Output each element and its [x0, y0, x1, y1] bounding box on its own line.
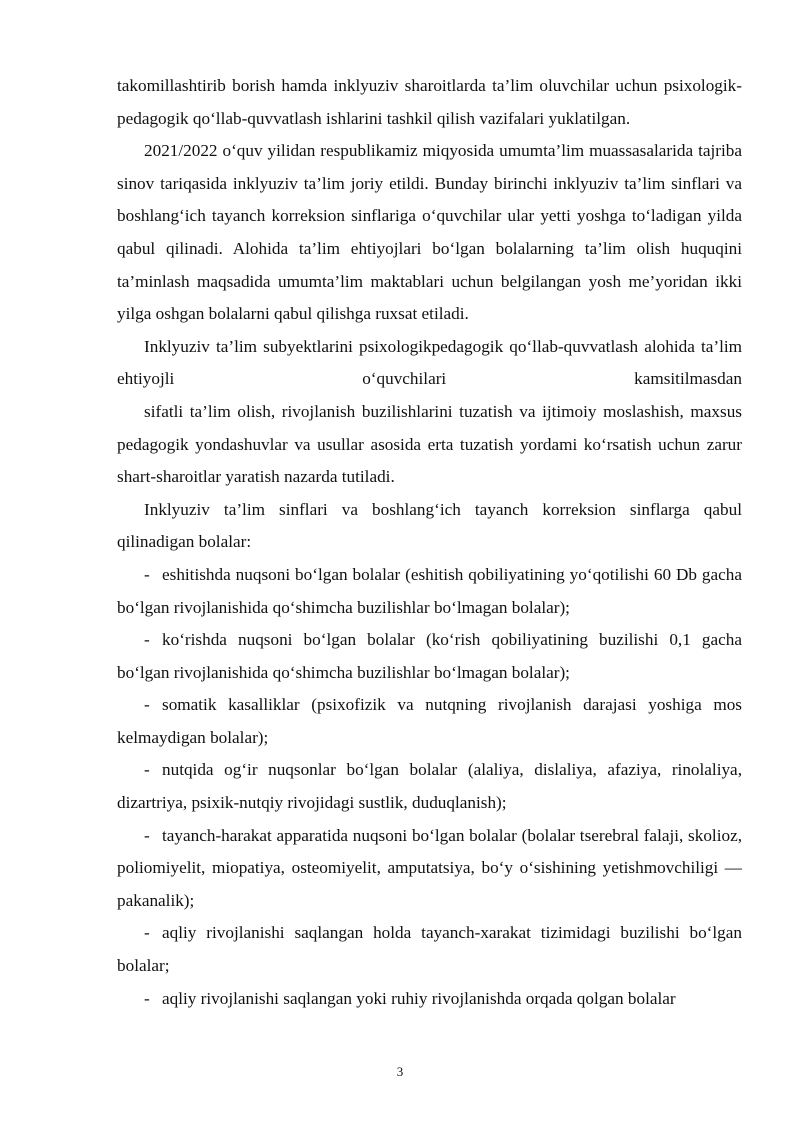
- list-item: [117, 689, 742, 754]
- list-marker: -: [144, 988, 150, 1008]
- list-item: [117, 559, 742, 624]
- paragraph-support-continued: sifatli ta’lim olish, rivojlanish buzilishlarini tuzatish va ijtimoiy moslashish, maxsus pedagogik yondashuvlar va usullar asosida erta tuzatish yordami ko‘rsatish uchun zarur shart-sharoitlar yaratish nazarda tutiladi.: [117, 401, 742, 487]
- list-marker: -: [144, 630, 150, 650]
- page-body: [117, 70, 742, 1015]
- list-item: [117, 624, 742, 689]
- paragraph-support-intro: Inklyuziv ta’lim subyektlarini psixologikpedagogik qo‘llab-quvvatlash alohida ta’lim ehtiyojli o‘quvchilari kamsitilmasdan: [117, 336, 742, 389]
- list-item: [117, 917, 742, 982]
- list-item: [117, 983, 742, 1016]
- paragraph-continuation: takomillashtirib borish hamda inklyuziv sharoitlarda ta’lim oluvchilar uchun psixologik-pedagogik qo‘llab-quvvatlash ishlarini tashkil qilish vazifalari yuklatilgan.: [117, 76, 742, 128]
- list-marker: -: [144, 695, 150, 715]
- list-marker: -: [144, 825, 150, 845]
- paragraph-admission-intro: Inklyuziv ta’lim sinflari va boshlang‘ich tayanch korreksion sinflarga qabul qilinadigan bolalar:: [117, 499, 742, 552]
- list-item-text: aqliy rivojlanishi saqlangan yoki ruhiy rivojlanishda orqada qolgan bolalar: [162, 988, 676, 1008]
- list-item-text: eshitishda nuqsoni bo‘lgan bolalar (eshitish qobiliyatining yo‘qotilishi 60 Db gacha bo‘lgan rivojlanishida qo‘shimcha buzilishlar bo‘lmagan bolalar);: [117, 564, 742, 617]
- list-item-text: aqliy rivojlanishi saqlangan holda tayanch-xarakat tizimidagi buzilishi bo‘lgan bolalar;: [117, 923, 742, 976]
- list-item-text: nutqida og‘ir nuqsonlar bo‘lgan bolalar (alaliya, dislaliya, afaziya, rinolaliya, dizartriya, psixik-nutqiy rivojidagi sustlik, duduqlanish);: [117, 760, 742, 813]
- list-item: [117, 754, 742, 819]
- paragraph-academic-year: 2021/2022 o‘quv yilidan respublikamiz miqyosida umumta’lim muassasalarida tajriba sinov tariqasida inklyuziv ta’lim joriy etildi. Bunday birinchi inklyuziv ta’lim sinflari va boshlang‘ich tayanch korreksion sinflariga o‘quvchilar ular yetti yoshga to‘ladigan yilda qabul qilinadi. Alohida ta’lim ehtiyojlari bo‘lgan bolalarning ta’lim olish huquqini ta’minlash maqsadida umumta’lim maktablari uchun belgilangan yosh me’yoridan ikki yilga oshgan bolalarni qabul qilishga ruxsat etiladi.: [117, 141, 742, 324]
- list-item-text: ko‘rishda nuqsoni bo‘lgan bolalar (ko‘rish qobiliyatining buzilishi 0,1 gacha bo‘lgan rivojlanishida qo‘shimcha buzilishlar bo‘lmagan bolalar);: [117, 630, 742, 682]
- list-marker: -: [144, 564, 150, 584]
- list-item: [117, 820, 742, 918]
- page-number: 3: [396, 1064, 404, 1079]
- list-marker: -: [144, 923, 150, 943]
- list-item-text: somatik kasalliklar (psixofizik va nutqning rivojlanish darajasi yoshiga mos kelmaydigan bolalar);: [117, 695, 742, 747]
- list-item-text: tayanch-harakat apparatida nuqsoni bo‘lgan bolalar (bolalar tserebral falaji, skolioz, poliomiyelit, miopatiya, osteomiyelit, amputatsiya, bo‘y o‘sishining yetishmovchiligi — pakanalik);: [117, 825, 742, 910]
- list-marker: -: [144, 760, 150, 780]
